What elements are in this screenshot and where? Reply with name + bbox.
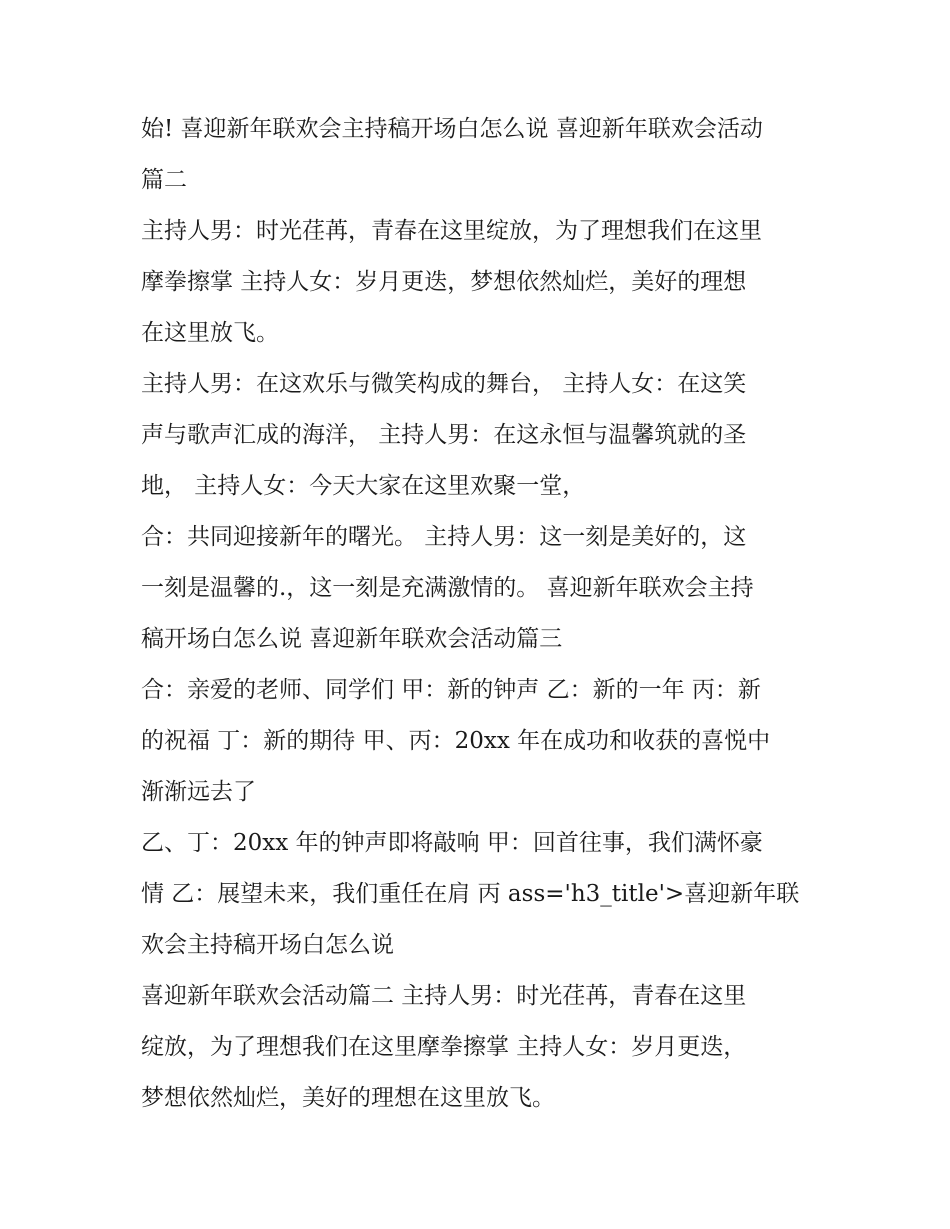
text-line: 的祝福 丁：新的期待 甲、丙：20xx 年在成功和收获的喜悦中	[141, 728, 771, 754]
text-line: 绽放，为了理想我们在这里摩拳擦掌 主持人女：岁月更迭，	[141, 1034, 747, 1060]
text-line: 主持人男：时光荏苒，青春在这里绽放，为了理想我们在这里	[141, 218, 762, 244]
text-line: 主持人男：在这欢乐与微笑构成的舞台， 主持人女：在这笑	[141, 371, 747, 397]
text-line: 乙、丁：20xx 年的钟声即将敲响 甲：回首往事，我们满怀豪	[141, 830, 763, 856]
text-line: 情 乙：展望未来，我们重任在肩 丙 ass='h3_title'>喜迎新年联	[141, 881, 800, 907]
text-line: 稿开场白怎么说 喜迎新年联欢会活动篇三	[141, 626, 563, 652]
text-line: 地， 主持人女：今天大家在这里欢聚一堂，	[141, 473, 586, 499]
text-line: 渐渐远去了	[141, 779, 256, 805]
text-line: 在这里放飞。	[141, 320, 279, 346]
text-line: 摩拳擦掌 主持人女：岁月更迭，梦想依然灿烂，美好的理想	[141, 269, 747, 295]
text-line: 喜迎新年联欢会活动篇二 主持人男：时光荏苒，青春在这里	[141, 983, 747, 1009]
text-line: 合：共同迎接新年的曙光。 主持人男：这一刻是美好的，这	[141, 524, 747, 550]
text-line: 声与歌声汇成的海洋， 主持人男：在这永恒与温馨筑就的圣	[141, 422, 747, 448]
document-body	[141, 104, 821, 1124]
text-line: 一刻是温馨的.，这一刻是充满激情的。 喜迎新年联欢会主持	[141, 575, 754, 601]
text-line: 合：亲爱的老师、同学们 甲：新的钟声 乙：新的一年 丙：新	[141, 677, 761, 703]
text-line: 篇二	[141, 167, 187, 193]
text-line: 欢会主持稿开场白怎么说	[141, 932, 394, 958]
text-line: 始! 喜迎新年联欢会主持稿开场白怎么说 喜迎新年联欢会活动	[141, 116, 763, 142]
text-line: 梦想依然灿烂，美好的理想在这里放飞。	[141, 1085, 555, 1111]
